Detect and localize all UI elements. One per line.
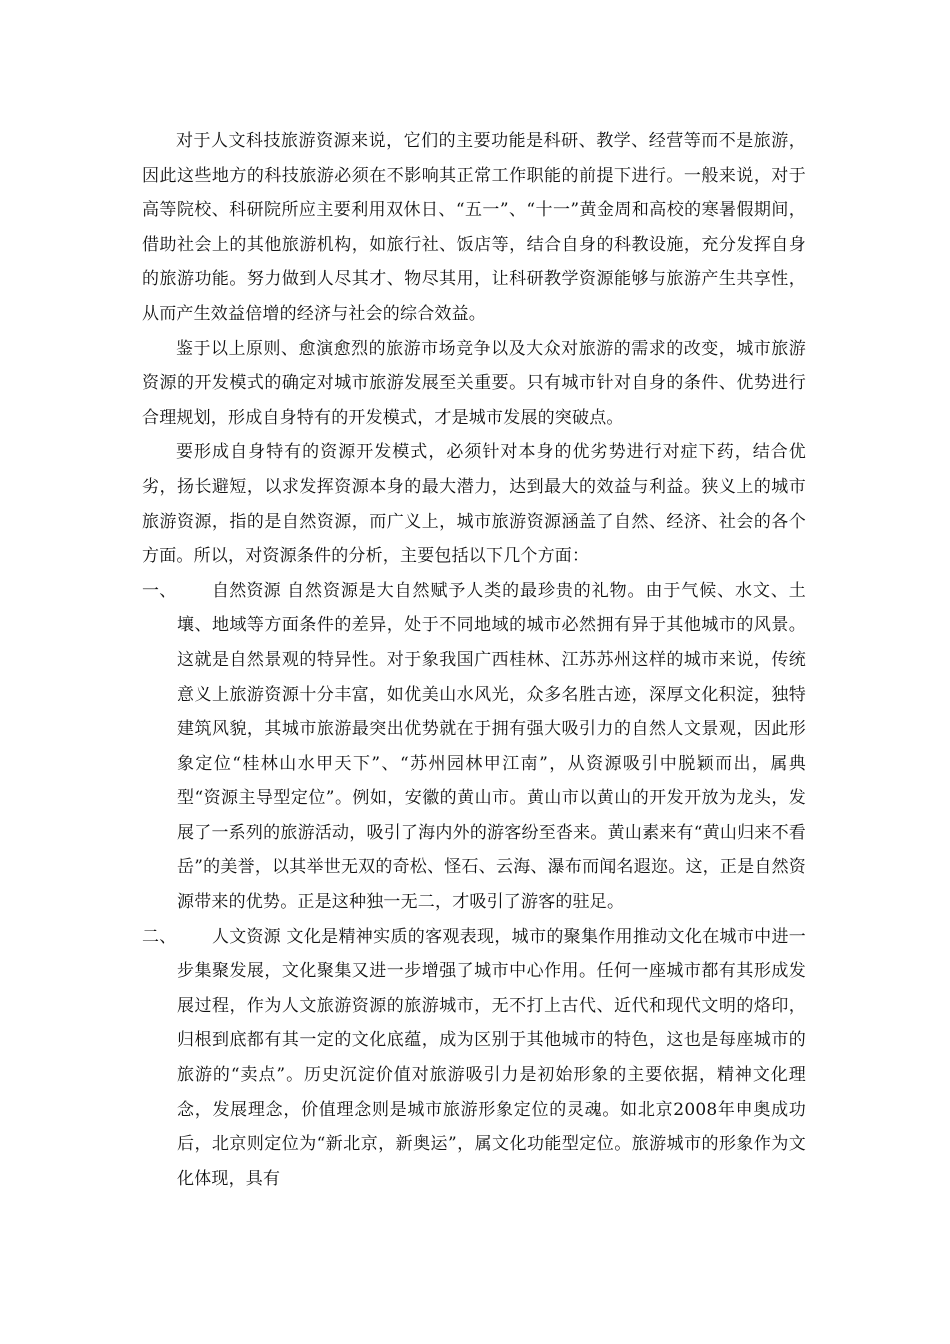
list-item-natural-resources <box>142 574 806 920</box>
list-item-body: 自然资源是大自然赋予人类的最珍贵的礼物。由于气候、水文、土壤、地域等方面条件的差异，处于不同地域的城市必然拥有异于其他城市的风景。这就是自然景观的特异性。对于象我国广西桂林、江苏苏州这样的城市来说，传统意义上旅游资源十分丰富，如优美山水风光，众多名胜古迹，深厚文化积淀，独特建筑风貌，其城市旅游最突出优势就在于拥有强大吸引力的自然人文景观，因此形象定位“桂林山水甲天下”、“苏州园林甲江南”，从资源吸引中脱颖而出，属典型“资源主导型定位”。例如，安徽的黄山市。黄山市以黄山的开发开放为龙头，发展了一系列的旅游活动，吸引了海内外的游客纷至沓来。黄山素来有“黄山归来不看岳”的美誉，以其举世无双的奇松、怪石、云海、瀑布而闻名遐迩。这，正是自然资源带来的优势。正是这种独一无二，才吸引了游客的驻足。 <box>177 580 806 913</box>
list-item-cultural-resources <box>142 920 806 1197</box>
document-body <box>142 124 806 1196</box>
list-item-body: 文化是精神实质的客观表现，城市的聚集作用推动文化在城市中进一步集聚发展，文化聚集又进一步增强了城市中心作用。任何一座城市都有其形成发展过程，作为人文旅游资源的旅游城市，无不打上古代、近代和现代文明的烙印，归根到底都有其一定的文化底蕴，成为区别于其他城市的特色，这也是每座城市的旅游的“卖点”。历史沉淀价值对旅游吸引力是初始形象的主要依据，精神文化理念，发展理念，价值理念则是城市旅游形象定位的灵魂。如北京2008年申奥成功后，北京则定位为“新北京，新奥运”，属文化功能型定位。旅游城市的形象作为文化体现，具有 <box>177 926 806 1189</box>
paragraph-development-model: 鉴于以上原则、愈演愈烈的旅游市场竞争以及大众对旅游的需求的改变，城市旅游资源的开发模式的确定对城市旅游发展至关重要。只有城市针对自身的条件、优势进行合理规划，形成自身特有的开发模式，才是城市发展的突破点。 <box>142 338 806 428</box>
paragraph-resource-analysis: 要形成自身特有的资源开发模式，必须针对本身的优劣势进行对症下药，结合优劣，扬长避短，以求发挥资源本身的最大潜力，达到最大的效益与利益。狭义上的城市旅游资源，指的是自然资源，而广义上，城市旅游资源涵盖了自然、经济、社会的各个方面。所以，对资源条件的分析，主要包括以下几个方面： <box>142 442 806 567</box>
paragraph-tech-tourism: 对于人文科技旅游资源来说，它们的主要功能是科研、教学、经营等而不是旅游，因此这些地方的科技旅游必须在不影响其正常工作职能的前提下进行。一般来说，对于高等院校、科研院所应主要利用双休日、“五一”、“十一”黄金周和高校的寒暑假期间，借助社会上的其他旅游机构，如旅行社、饭店等，结合自身的科教设施，充分发挥自身的旅游功能。努力做到人尽其才、物尽其用，让科研教学资源能够与旅游产生共享性，从而产生效益倍增的经济与社会的综合效益。 <box>142 131 806 324</box>
list-item-title: 人文资源 <box>212 926 281 947</box>
list-item-title: 自然资源 <box>212 580 281 601</box>
list-marker: 二、 <box>142 926 177 947</box>
list-marker: 一、 <box>142 580 177 601</box>
